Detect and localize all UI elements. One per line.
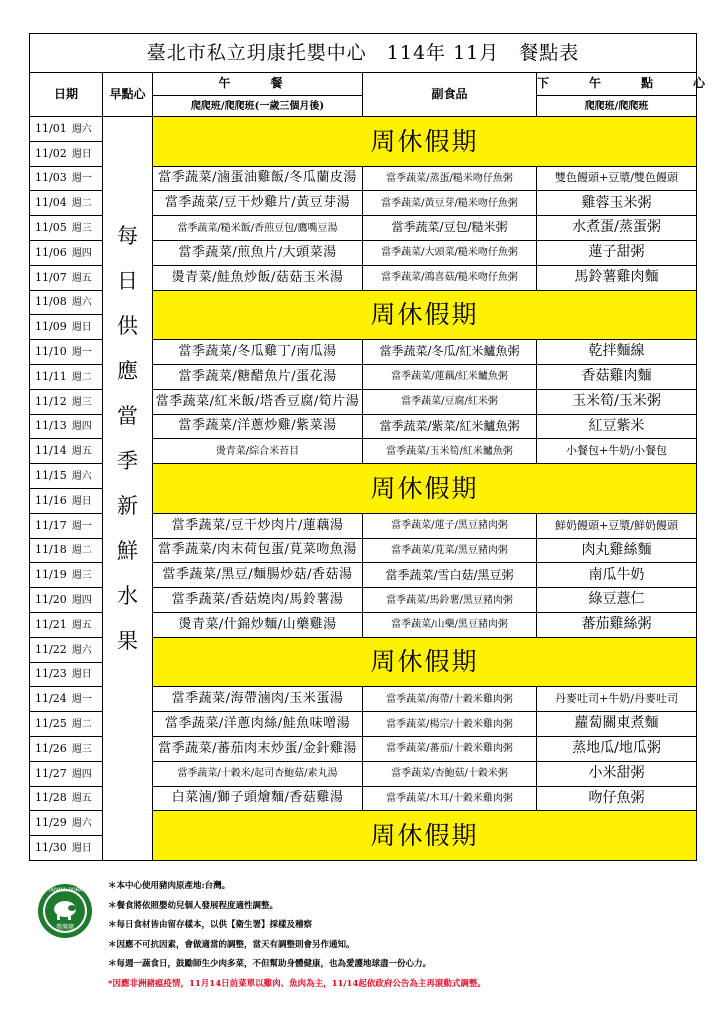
date-text: 11/04 <box>35 196 67 210</box>
snack-cell: 香菇雞肉麵 <box>537 364 697 389</box>
taiwan-pork-logo <box>37 883 93 939</box>
side-dish-cell: 當季蔬菜/黃豆芽/糙米吻仔魚粥 <box>363 191 537 216</box>
lunch-cell: 當季蔬菜/冬瓜雞丁/南瓜湯 <box>153 340 363 365</box>
date-cell <box>30 786 103 811</box>
date-text: 11/19 <box>35 568 67 582</box>
snack-cell: 紅豆紫米 <box>537 414 697 439</box>
side-dish-cell: 當季蔬菜/紫菜/紅米鱸魚粥 <box>363 414 537 439</box>
svg-text:臺灣豬: 臺灣豬 <box>55 924 75 931</box>
date-cell <box>30 117 103 142</box>
snack-cell: 肉丸雞絲麵 <box>537 538 697 563</box>
date-text: 11/28 <box>35 791 67 805</box>
date-text: 11/03 <box>35 171 67 185</box>
date-text: 11/23 <box>35 667 67 681</box>
weekday-text: 週三 <box>71 570 92 582</box>
holiday-banner: 周休假期 <box>153 811 697 861</box>
lunch-cell: 當季蔬菜/肉末荷包蛋/莧菜吻魚湯 <box>153 538 363 563</box>
date-text: 11/29 <box>35 816 67 830</box>
side-dish-cell: 當季蔬菜/冬瓜/紅米鱸魚粥 <box>363 340 537 365</box>
date-cell <box>30 364 103 389</box>
date-cell <box>30 464 103 489</box>
date-text: 11/21 <box>35 617 67 631</box>
snack-cell: 鮮奶饅頭+豆漿/鮮奶饅頭 <box>537 513 697 538</box>
snack-cell: 小餐包+牛奶/小餐包 <box>537 439 697 464</box>
snack-cell: 蓮子甜粥 <box>537 240 697 265</box>
weekday-text: 週二 <box>71 371 92 383</box>
snack-cell: 小米甜粥 <box>537 761 697 786</box>
date-text: 11/05 <box>35 221 67 235</box>
snack-cell: 玉米筍/玉米粥 <box>537 389 697 414</box>
side-dish-cell: 當季蔬菜/杏鮑菇/十穀米粥 <box>363 761 537 786</box>
date-cell <box>30 513 103 538</box>
header-lunch-sub: 爬爬班/爬爬班(一歲三個月後) <box>153 96 363 117</box>
side-dish-cell: 當季蔬菜/蒸蛋/糙米吻仔魚粥 <box>363 166 537 191</box>
date-cell <box>30 166 103 191</box>
date-cell <box>30 265 103 290</box>
weekday-text: 週三 <box>71 743 92 755</box>
note-item: ＊每週一蔬食日，鼓勵師生少肉多菜，不但幫助身體健康，也為愛護地球盡一份心力。 <box>108 959 432 969</box>
weekday-text: 週六 <box>71 297 92 309</box>
breakfast-char: 鮮 <box>117 539 138 563</box>
lunch-cell: 當季蔬菜/滷蛋油雞飯/冬瓜蘭皮湯 <box>153 166 363 191</box>
date-cell <box>30 538 103 563</box>
date-text: 11/30 <box>35 840 67 854</box>
date-cell <box>30 488 103 513</box>
weekday-text: 週五 <box>71 619 92 631</box>
date-text: 11/17 <box>35 518 67 532</box>
date-text: 11/10 <box>35 345 67 359</box>
weekday-text: 週五 <box>71 793 92 805</box>
date-text: 11/12 <box>35 394 67 408</box>
weekday-text: 週六 <box>71 123 92 135</box>
snack-cell: 乾拌麵線 <box>537 340 697 365</box>
breakfast-char: 水 <box>117 584 138 608</box>
breakfast-char: 當 <box>117 404 138 428</box>
side-dish-cell: 當季蔬菜/海帶/十穀米雞肉粥 <box>363 687 537 712</box>
weekday-text: 週二 <box>71 198 92 210</box>
side-dish-cell: 當季蔬菜/鴻喜菇/糙米吻仔魚粥 <box>363 265 537 290</box>
date-text: 11/20 <box>35 592 67 606</box>
header-breakfast: 早點心 <box>103 73 153 117</box>
side-dish-cell: 當季蔬菜/馬鈴薯/黑豆豬肉粥 <box>363 588 537 613</box>
breakfast-char: 季 <box>117 449 138 473</box>
date-text: 11/14 <box>35 444 67 458</box>
date-text: 11/26 <box>35 741 67 755</box>
side-dish-cell: 當季蔬菜/蕃茄/十穀米雞肉粥 <box>363 736 537 761</box>
weekday-text: 週日 <box>71 669 92 681</box>
date-cell <box>30 687 103 712</box>
breakfast-char: 應 <box>117 359 138 383</box>
weekday-text: 週四 <box>71 421 92 433</box>
lunch-cell: 當季蔬菜/黑豆/麵腸炒菇/香菇湯 <box>153 563 363 588</box>
date-cell <box>30 662 103 687</box>
date-cell <box>30 761 103 786</box>
lunch-cell: 當季蔬菜/糙米飯/香煎豆包/鷹嘴豆湯 <box>153 216 363 241</box>
weekday-text: 週五 <box>71 272 92 284</box>
date-cell <box>30 736 103 761</box>
date-text: 11/22 <box>35 642 67 656</box>
snack-cell: 水煮蛋/蒸蛋粥 <box>537 216 697 241</box>
breakfast-char: 果 <box>117 629 138 653</box>
holiday-banner: 周休假期 <box>153 117 697 167</box>
date-cell <box>30 216 103 241</box>
breakfast-char: 每 <box>117 224 138 248</box>
side-dish-cell: 當季蔬菜/豆腐/紅米粥 <box>363 389 537 414</box>
lunch-cell: 當季蔬菜/洋蔥炒雞/紫菜湯 <box>153 414 363 439</box>
weekday-text: 週日 <box>71 148 92 160</box>
header-side: 副食品 <box>363 73 537 117</box>
holiday-banner: 周休假期 <box>153 290 697 340</box>
date-text: 11/08 <box>35 295 67 309</box>
weekday-text: 週六 <box>71 818 92 830</box>
side-dish-cell: 當季蔬菜/大頭菜/糙米吻仔魚粥 <box>363 240 537 265</box>
lunch-cell: 當季蔬菜/豆干炒肉片/蓮藕湯 <box>153 513 363 538</box>
date-cell <box>30 414 103 439</box>
date-cell <box>30 191 103 216</box>
holiday-banner: 周休假期 <box>153 464 697 514</box>
lunch-cell: 燙青菜/什錦炒麵/山藥雞湯 <box>153 612 363 637</box>
weekday-text: 週四 <box>71 594 92 606</box>
side-dish-cell: 當季蔬菜/莧菜/黑豆豬肉粥 <box>363 538 537 563</box>
snack-cell: 蒸地瓜/地瓜粥 <box>537 736 697 761</box>
snack-cell: 馬鈴薯雞肉麵 <box>537 265 697 290</box>
date-text: 11/09 <box>35 320 67 334</box>
menu-table <box>29 33 720 861</box>
date-text: 11/25 <box>35 716 67 730</box>
date-text: 11/01 <box>35 121 67 135</box>
lunch-cell: 當季蔬菜/蕃茄肉末炒蛋/金針雞湯 <box>153 736 363 761</box>
header-lunch: 午 餐 <box>153 73 363 96</box>
lunch-cell: 當季蔬菜/海帶滷肉/玉米蛋湯 <box>153 687 363 712</box>
date-cell <box>30 588 103 613</box>
snack-cell: 丹麥吐司+牛奶/丹麥吐司 <box>537 687 697 712</box>
date-text: 11/24 <box>35 692 67 706</box>
snack-cell: 雞蓉玉米粥 <box>537 191 697 216</box>
lunch-cell: 當季蔬菜/紅米飯/塔香豆腐/筍片湯 <box>153 389 363 414</box>
breakfast-char: 日 <box>117 269 138 293</box>
date-cell <box>30 712 103 737</box>
weekday-text: 週四 <box>71 768 92 780</box>
weekday-text: 週日 <box>71 842 92 854</box>
note-item: ＊每日食材皆由留存樣本，以供【衛生署】採樣及稽察 <box>108 920 313 930</box>
date-cell <box>30 563 103 588</box>
weekday-text: 週日 <box>71 322 92 334</box>
date-text: 11/16 <box>35 493 67 507</box>
note-item: ＊因應不可抗因素，會做適當的調整，當天有調整則會另作通知。 <box>108 939 355 950</box>
lunch-cell: 白菜滷/獅子頭燴麵/香菇雞湯 <box>153 786 363 811</box>
weekday-text: 週五 <box>71 446 92 458</box>
snack-cell: 綠豆薏仁 <box>537 588 697 613</box>
weekday-text: 週三 <box>71 223 92 235</box>
snack-cell: 南瓜牛奶 <box>537 563 697 588</box>
lunch-cell: 燙青菜/鮭魚炒飯/菇菇玉米湯 <box>153 265 363 290</box>
weekday-text: 週六 <box>71 471 92 482</box>
header-snack-sub: 爬爬班/爬爬班 <box>537 96 697 117</box>
note-item: ＊餐食將依照嬰幼兒個人發展程度適性調整。 <box>108 900 279 911</box>
weekday-text: 週一 <box>71 347 92 359</box>
side-dish-cell: 當季蔬菜/山藥/黑豆豬肉粥 <box>363 612 537 637</box>
lunch-cell: 燙青菜/綜合米苔目 <box>153 439 363 464</box>
breakfast-cell <box>103 117 153 861</box>
side-dish-cell: 當季蔬菜/豆包/糙米粥 <box>363 216 537 241</box>
table-row <box>30 117 697 142</box>
breakfast-char: 新 <box>117 494 138 518</box>
side-dish-cell: 當季蔬菜/蓮藕/紅米鱸魚粥 <box>363 364 537 389</box>
snack-cell: 蕃茄雞絲粥 <box>537 612 697 637</box>
date-text: 11/06 <box>35 245 67 259</box>
date-text: 11/02 <box>35 146 67 160</box>
date-cell <box>30 389 103 414</box>
date-text: 11/11 <box>35 369 67 383</box>
weekday-text: 週四 <box>71 247 92 259</box>
side-dish-cell: 當季蔬菜/玉米筍/紅米鱸魚粥 <box>363 439 537 464</box>
svg-text:TAIWAN PORK: TAIWAN PORK <box>47 887 83 894</box>
weekday-text: 週二 <box>71 545 92 557</box>
date-cell <box>30 290 103 315</box>
header-snack: 下 午 點 心 <box>537 73 697 96</box>
notes <box>108 877 486 994</box>
breakfast-char: 供 <box>117 314 138 338</box>
lunch-cell: 當季蔬菜/豆干炒雞片/黃豆芽湯 <box>153 191 363 216</box>
date-cell <box>30 811 103 836</box>
weekday-text: 週一 <box>71 173 92 185</box>
side-dish-cell: 當季蔬菜/楊宗/十穀米雞肉粥 <box>363 712 537 737</box>
page-title: 臺北市私立玥康托嬰中心 114年 11月 餐點表 <box>30 34 697 73</box>
weekday-text: 週六 <box>71 644 92 656</box>
holiday-banner: 周休假期 <box>153 637 697 687</box>
side-dish-cell: 當季蔬菜/雪白菇/黑豆粥 <box>363 563 537 588</box>
date-text: 11/07 <box>35 270 67 284</box>
date-text: 11/13 <box>35 419 67 433</box>
lunch-cell: 當季蔬菜/煎魚片/大頭菜湯 <box>153 240 363 265</box>
date-text: 11/18 <box>35 543 67 557</box>
date-text: 11/15 <box>35 469 67 482</box>
date-cell <box>30 836 103 861</box>
weekday-text: 週一 <box>71 694 92 706</box>
date-cell <box>30 637 103 662</box>
lunch-cell: 當季蔬菜/糖醋魚片/蛋花湯 <box>153 364 363 389</box>
date-cell <box>30 340 103 365</box>
header-date: 日期 <box>30 73 103 117</box>
weekday-text: 週三 <box>71 396 92 408</box>
note-item: ＊本中心使用豬肉原產地:台灣。 <box>108 881 231 891</box>
snack-cell: 蘿蔔關東煮麵 <box>537 712 697 737</box>
date-cell <box>30 612 103 637</box>
weekday-text: 週一 <box>71 520 92 532</box>
date-text: 11/27 <box>35 766 67 780</box>
date-cell <box>30 141 103 166</box>
date-cell <box>30 240 103 265</box>
lunch-cell: 當季蔬菜/洋蔥肉絲/鮭魚味噌湯 <box>153 712 363 737</box>
snack-cell: 雙色饅頭+豆漿/雙色饅頭 <box>537 166 697 191</box>
weekday-text: 週日 <box>71 495 92 507</box>
weekday-text: 週二 <box>71 718 92 730</box>
date-cell <box>30 439 103 464</box>
notice-red: *因應非洲豬瘟疫情，11月14日前菜單以雞肉、魚肉為主，11/14起依政府公告為主再滾動式調整。 <box>108 978 486 989</box>
lunch-cell: 當季蔬菜/十穀米/起司杏鮑菇/素丸湯 <box>153 761 363 786</box>
lunch-cell: 當季蔬菜/香菇燒肉/馬鈴薯湯 <box>153 588 363 613</box>
date-cell <box>30 315 103 340</box>
side-dish-cell: 當季蔬菜/木耳/十穀米雞肉粥 <box>363 786 537 811</box>
snack-cell: 吻仔魚粥 <box>537 786 697 811</box>
side-dish-cell: 當季蔬菜/蓮子/黑豆豬肉粥 <box>363 513 537 538</box>
